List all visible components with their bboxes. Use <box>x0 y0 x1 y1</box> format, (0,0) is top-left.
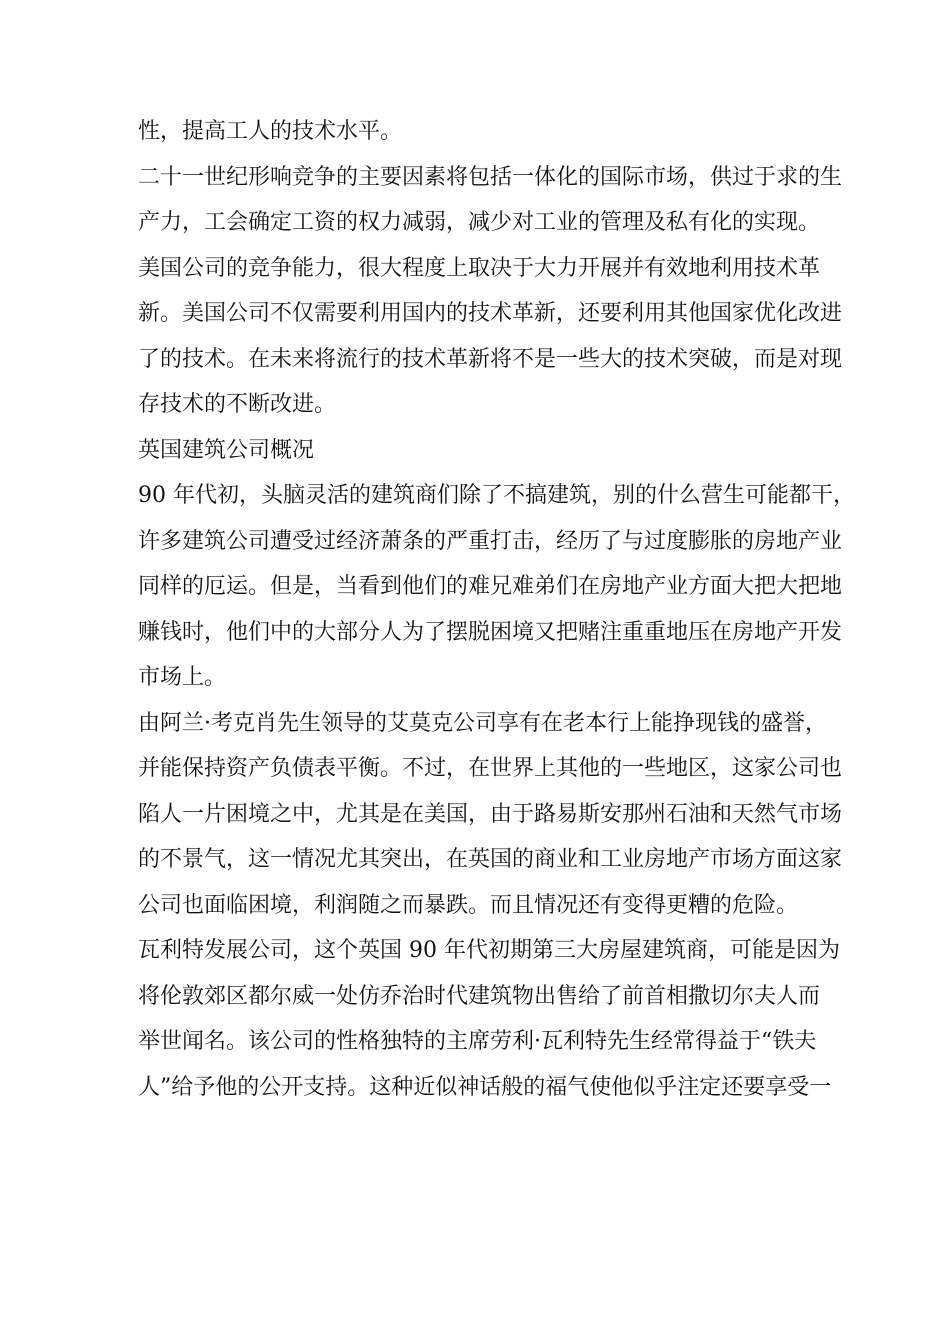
text-line: 美国公司的竞争能力，很大程度上取决于大力开展并有效地利用技术革 <box>138 255 821 281</box>
text-line: 许多建筑公司遭受过经济萧条的严重打击，经历了与过度膨胀的房地产业 <box>138 528 843 554</box>
text-line: 新。美国公司不仅需要利用国内的技术革新，还要利用其他国家优化改进 <box>138 301 843 326</box>
text-line: 将伦敦郊区都尔威一处仿乔治时代建筑物出售给了前首相撒切尔夫人而 <box>138 983 821 1009</box>
paragraph-7 <box>138 928 852 1110</box>
text-line: 的不景气，这一情况尤其突出，在英国的商业和工业房地产市场方面这家 <box>138 847 843 872</box>
paragraph-6 <box>138 701 852 929</box>
text-line: 瓦利特发展公司，这个英国 90 年代初期第三大房屋建筑商，可能是因为 <box>138 938 840 963</box>
text-line: 赚钱时，他们中的大部分人为了摆脱困境又把赌注重重地压在房地产开发 <box>138 619 843 645</box>
section-heading <box>138 428 852 474</box>
text-line: 90 年代初，头脑灵活的建筑商们除了不搞建筑，别的什么营生可能都干， <box>138 483 855 508</box>
paragraph-1 <box>138 109 852 155</box>
text-line: 市场上。 <box>138 665 227 690</box>
text-line: 陷人一片困境之中，尤其是在美国，由于路易斯安那州石油和天然气市场 <box>138 801 843 827</box>
text-line: 性，提高工人的技术水平。 <box>138 119 403 144</box>
heading-text: 英国建筑公司概况 <box>138 437 315 463</box>
text-line: 同样的厄运。但是，当看到他们的难兄难弟们在房地产业方面大把大把地 <box>138 574 843 599</box>
paragraph-2 <box>138 155 852 246</box>
text-line: 并能保持资产负债表平衡。不过，在世界上其他的一些地区，这家公司也 <box>138 756 843 781</box>
paragraph-3 <box>138 246 852 428</box>
text-line: 举世闻名。该公司的性格独特的主席劳利·瓦利特先生经常得益于“铁夫 <box>138 1029 817 1054</box>
text-line: 存技术的不断改进。 <box>138 392 337 417</box>
text-line: 二十一世纪形响竞争的主要因素将包括一体化的国际市场，供过于求的生 <box>138 164 843 190</box>
body-text <box>138 109 855 1110</box>
text-line: 人”给予他的公开支持。这种近似神话般的福气使他似乎注定还要享受一 <box>138 1074 832 1100</box>
text-line: 产力，工会确定工资的权力减弱，减少对工业的管理及私有化的实现。 <box>138 210 821 235</box>
paragraph-5 <box>138 473 855 701</box>
text-line: 由阿兰·考克肖先生领导的艾莫克公司享有在老本行上能挣现钱的盛誉， <box>138 710 827 736</box>
text-line: 公司也面临困境，利润随之而暴跌。而且情况还有变得更糟的危险。 <box>138 892 799 918</box>
text-line: 了的技术。在未来将流行的技术革新将不是一些大的技术突破，而是对现 <box>138 346 843 372</box>
